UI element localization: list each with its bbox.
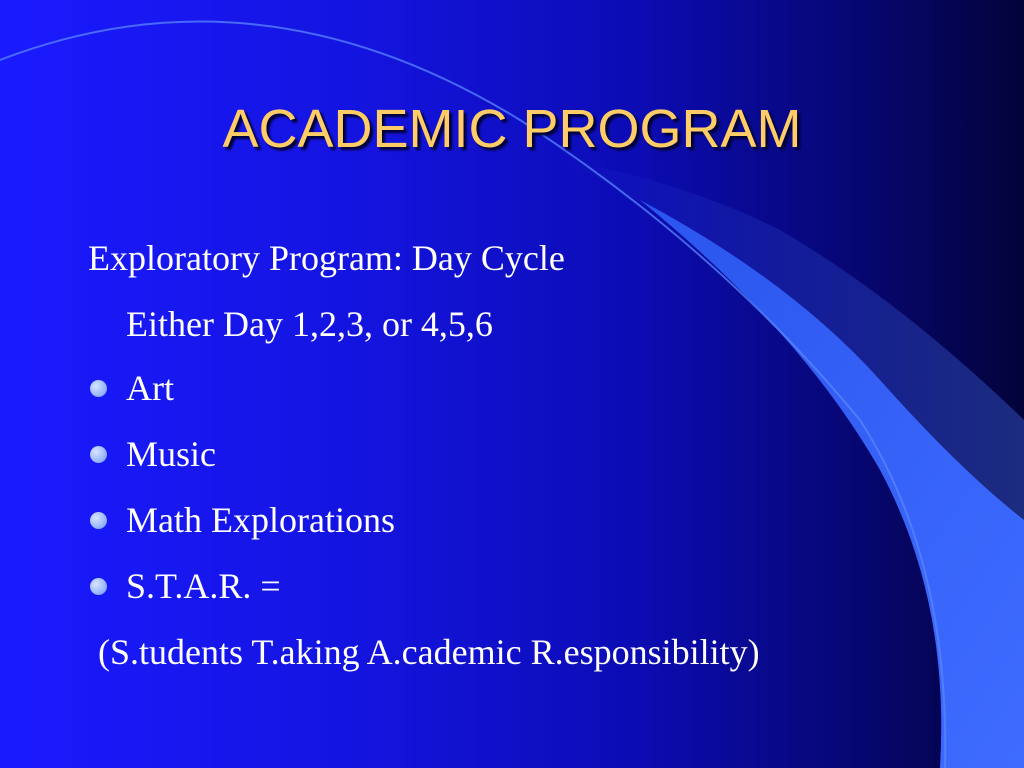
bullet-label: Music <box>126 434 216 474</box>
slide-title: ACADEMIC PROGRAM <box>222 99 802 159</box>
bullet-icon <box>90 380 107 397</box>
program-subheading: Either Day 1,2,3, or 4,5,6 <box>126 304 493 344</box>
program-heading: Exploratory Program: Day Cycle <box>88 238 565 278</box>
bullet-label: Math Explorations <box>126 500 395 540</box>
bullet-label: Art <box>126 368 174 408</box>
bullet-label: S.T.A.R. = <box>126 566 281 606</box>
bullet-icon <box>90 446 107 463</box>
bullet-icon <box>90 512 107 529</box>
star-acronym-expansion: (S.tudents T.aking A.cademic R.esponsibility) <box>98 632 760 672</box>
bullet-icon <box>90 578 107 595</box>
